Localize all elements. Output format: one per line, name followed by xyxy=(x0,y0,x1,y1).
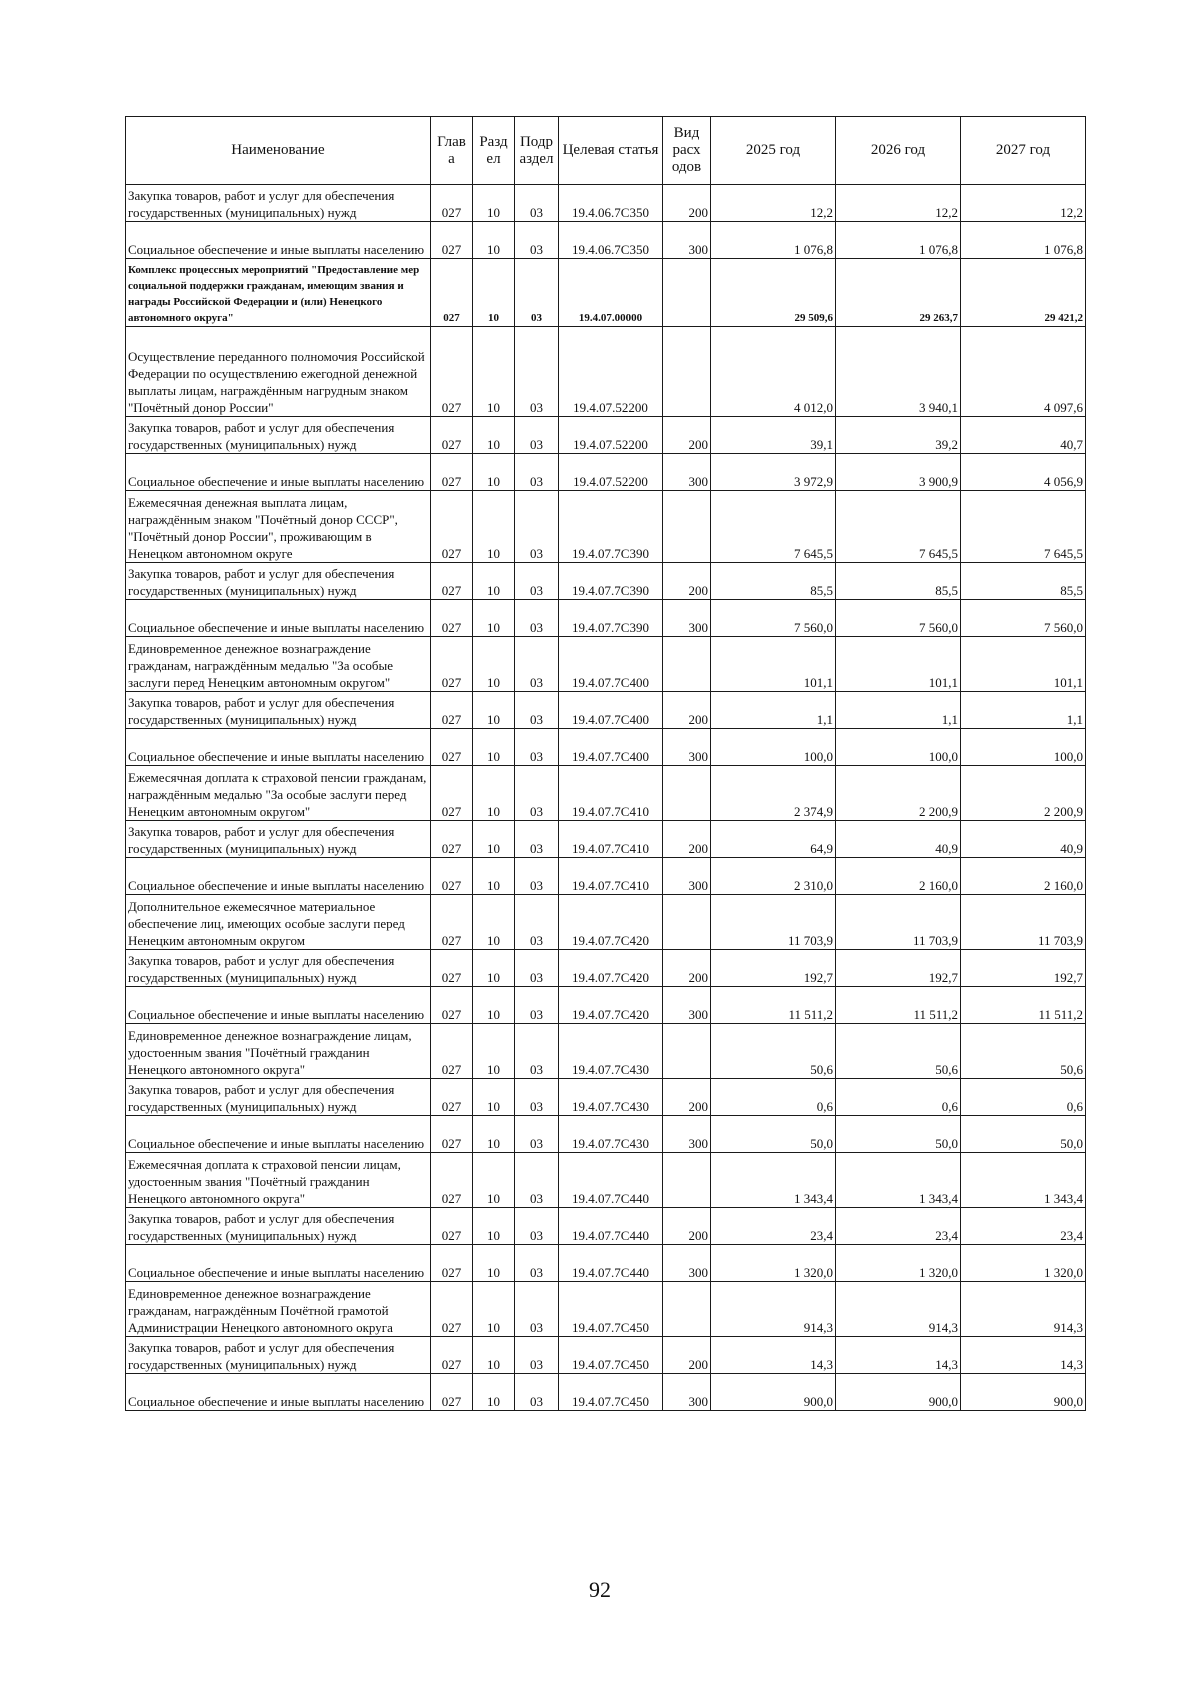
row-target: 19.4.07.7С400 xyxy=(559,729,663,766)
row-2025: 1 320,0 xyxy=(711,1245,836,1282)
row-2025: 914,3 xyxy=(711,1282,836,1337)
row-2025: 100,0 xyxy=(711,729,836,766)
row-2025: 23,4 xyxy=(711,1208,836,1245)
row-subsection: 03 xyxy=(515,1245,559,1282)
row-expense-type: 300 xyxy=(663,1116,711,1153)
table-row xyxy=(126,185,1086,222)
row-target: 19.4.07.7С440 xyxy=(559,1208,663,1245)
header-2025: 2025 год xyxy=(711,117,836,185)
row-2027: 50,0 xyxy=(961,1116,1086,1153)
row-chapter: 027 xyxy=(431,454,473,491)
row-subsection: 03 xyxy=(515,858,559,895)
row-2027: 23,4 xyxy=(961,1208,1086,1245)
row-chapter: 027 xyxy=(431,1374,473,1411)
row-name: Ежемесячная денежная выплата лицам, награждённым знаком "Почётный донор СССР", "Почётный донор России", проживающим в Ненецком автономном округе xyxy=(126,491,431,563)
row-2026: 2 160,0 xyxy=(836,858,961,895)
row-target: 19.4.07.00000 xyxy=(559,259,663,327)
row-2026: 100,0 xyxy=(836,729,961,766)
row-expense-type: 200 xyxy=(663,185,711,222)
row-chapter: 027 xyxy=(431,1245,473,1282)
row-name: Ежемесячная доплата к страховой пенсии гражданам, награждённым медалью "За особые заслуги перед Ненецким автономным округом" xyxy=(126,766,431,821)
row-subsection: 03 xyxy=(515,950,559,987)
row-chapter: 027 xyxy=(431,563,473,600)
row-name: Дополнительное ежемесячное материальное обеспечение лиц, имеющих особые заслуги перед Ненецким автономным округом xyxy=(126,895,431,950)
row-2027: 1,1 xyxy=(961,692,1086,729)
row-target: 19.4.07.7С430 xyxy=(559,1024,663,1079)
header-2026: 2026 год xyxy=(836,117,961,185)
row-subsection: 03 xyxy=(515,821,559,858)
row-section: 10 xyxy=(473,1337,515,1374)
row-2026: 900,0 xyxy=(836,1374,961,1411)
row-target: 19.4.07.7С440 xyxy=(559,1245,663,1282)
row-chapter: 027 xyxy=(431,185,473,222)
row-chapter: 027 xyxy=(431,729,473,766)
row-expense-type: 200 xyxy=(663,1079,711,1116)
row-section: 10 xyxy=(473,821,515,858)
row-section: 10 xyxy=(473,766,515,821)
row-target: 19.4.07.7С450 xyxy=(559,1374,663,1411)
row-2027: 29 421,2 xyxy=(961,259,1086,327)
row-target: 19.4.07.7С420 xyxy=(559,950,663,987)
table-row xyxy=(126,1024,1086,1079)
row-2026: 101,1 xyxy=(836,637,961,692)
row-target: 19.4.07.7С450 xyxy=(559,1337,663,1374)
row-2025: 4 012,0 xyxy=(711,327,836,417)
row-expense-type: 300 xyxy=(663,858,711,895)
header-section: Разд ел xyxy=(473,117,515,185)
table-row xyxy=(126,491,1086,563)
row-target: 19.4.07.52200 xyxy=(559,327,663,417)
row-2027: 100,0 xyxy=(961,729,1086,766)
row-expense-type: 300 xyxy=(663,987,711,1024)
row-name: Закупка товаров, работ и услуг для обеспечения государственных (муниципальных) нужд xyxy=(126,950,431,987)
row-target: 19.4.07.7С440 xyxy=(559,1153,663,1208)
row-section: 10 xyxy=(473,563,515,600)
row-2026: 40,9 xyxy=(836,821,961,858)
row-section: 10 xyxy=(473,1153,515,1208)
row-section: 10 xyxy=(473,692,515,729)
row-name: Социальное обеспечение и иные выплаты населению xyxy=(126,1374,431,1411)
table-row xyxy=(126,1208,1086,1245)
row-2026: 7 560,0 xyxy=(836,600,961,637)
row-subsection: 03 xyxy=(515,1282,559,1337)
row-expense-type: 200 xyxy=(663,1208,711,1245)
row-2025: 39,1 xyxy=(711,417,836,454)
row-expense-type: 200 xyxy=(663,692,711,729)
row-chapter: 027 xyxy=(431,821,473,858)
table-row xyxy=(126,600,1086,637)
row-2026: 914,3 xyxy=(836,1282,961,1337)
row-2027: 11 511,2 xyxy=(961,987,1086,1024)
row-expense-type xyxy=(663,1153,711,1208)
row-chapter: 027 xyxy=(431,1337,473,1374)
row-2026: 3 940,1 xyxy=(836,327,961,417)
row-target: 19.4.07.7С390 xyxy=(559,491,663,563)
row-target: 19.4.06.7С350 xyxy=(559,185,663,222)
row-target: 19.4.07.7С390 xyxy=(559,563,663,600)
row-2026: 1 320,0 xyxy=(836,1245,961,1282)
row-name: Закупка товаров, работ и услуг для обеспечения государственных (муниципальных) нужд xyxy=(126,417,431,454)
row-subsection: 03 xyxy=(515,692,559,729)
row-expense-type xyxy=(663,895,711,950)
row-2027: 192,7 xyxy=(961,950,1086,987)
row-2027: 12,2 xyxy=(961,185,1086,222)
row-name: Закупка товаров, работ и услуг для обеспечения государственных (муниципальных) нужд xyxy=(126,563,431,600)
row-2027: 40,9 xyxy=(961,821,1086,858)
row-target: 19.4.07.52200 xyxy=(559,454,663,491)
row-name: Закупка товаров, работ и услуг для обеспечения государственных (муниципальных) нужд xyxy=(126,821,431,858)
header-expense-type: Вид расх одов xyxy=(663,117,711,185)
row-section: 10 xyxy=(473,1282,515,1337)
row-subsection: 03 xyxy=(515,1024,559,1079)
row-target: 19.4.07.7С420 xyxy=(559,987,663,1024)
row-2026: 3 900,9 xyxy=(836,454,961,491)
row-target: 19.4.07.7С420 xyxy=(559,895,663,950)
row-target: 19.4.07.7С410 xyxy=(559,821,663,858)
row-expense-type xyxy=(663,1024,711,1079)
row-chapter: 027 xyxy=(431,1116,473,1153)
row-name: Социальное обеспечение и иные выплаты населению xyxy=(126,1245,431,1282)
row-2027: 0,6 xyxy=(961,1079,1086,1116)
row-2025: 50,0 xyxy=(711,1116,836,1153)
row-name: Закупка товаров, работ и услуг для обеспечения государственных (муниципальных) нужд xyxy=(126,1079,431,1116)
row-subsection: 03 xyxy=(515,1208,559,1245)
row-name: Ежемесячная доплата к страховой пенсии лицам, удостоенным звания "Почётный гражданин Ненецкого автономного округа" xyxy=(126,1153,431,1208)
row-expense-type: 200 xyxy=(663,821,711,858)
row-2025: 50,6 xyxy=(711,1024,836,1079)
row-subsection: 03 xyxy=(515,222,559,259)
table-row xyxy=(126,259,1086,327)
row-name: Социальное обеспечение и иные выплаты населению xyxy=(126,222,431,259)
row-chapter: 027 xyxy=(431,327,473,417)
row-chapter: 027 xyxy=(431,1153,473,1208)
row-subsection: 03 xyxy=(515,895,559,950)
row-section: 10 xyxy=(473,895,515,950)
table-row xyxy=(126,1153,1086,1208)
table-row xyxy=(126,1116,1086,1153)
row-2026: 29 263,7 xyxy=(836,259,961,327)
row-chapter: 027 xyxy=(431,417,473,454)
budget-table xyxy=(125,116,1086,1411)
table-row xyxy=(126,692,1086,729)
row-2025: 14,3 xyxy=(711,1337,836,1374)
row-subsection: 03 xyxy=(515,987,559,1024)
row-subsection: 03 xyxy=(515,185,559,222)
row-expense-type xyxy=(663,766,711,821)
row-2026: 7 645,5 xyxy=(836,491,961,563)
row-chapter: 027 xyxy=(431,1079,473,1116)
row-2026: 1,1 xyxy=(836,692,961,729)
row-2025: 11 511,2 xyxy=(711,987,836,1024)
row-subsection: 03 xyxy=(515,600,559,637)
row-2025: 3 972,9 xyxy=(711,454,836,491)
row-expense-type xyxy=(663,491,711,563)
row-chapter: 027 xyxy=(431,1208,473,1245)
row-subsection: 03 xyxy=(515,1079,559,1116)
table-row xyxy=(126,637,1086,692)
row-2025: 64,9 xyxy=(711,821,836,858)
row-section: 10 xyxy=(473,1374,515,1411)
row-subsection: 03 xyxy=(515,1116,559,1153)
header-2027: 2027 год xyxy=(961,117,1086,185)
row-chapter: 027 xyxy=(431,637,473,692)
row-2027: 4 097,6 xyxy=(961,327,1086,417)
row-2025: 0,6 xyxy=(711,1079,836,1116)
row-expense-type: 200 xyxy=(663,563,711,600)
row-expense-type xyxy=(663,1282,711,1337)
row-2025: 11 703,9 xyxy=(711,895,836,950)
row-2025: 1 076,8 xyxy=(711,222,836,259)
table-row xyxy=(126,1282,1086,1337)
row-chapter: 027 xyxy=(431,766,473,821)
row-name: Закупка товаров, работ и услуг для обеспечения государственных (муниципальных) нужд xyxy=(126,1337,431,1374)
table-row xyxy=(126,222,1086,259)
row-chapter: 027 xyxy=(431,1024,473,1079)
table-row xyxy=(126,563,1086,600)
row-2026: 11 703,9 xyxy=(836,895,961,950)
row-2026: 0,6 xyxy=(836,1079,961,1116)
row-2026: 1 343,4 xyxy=(836,1153,961,1208)
table-row xyxy=(126,950,1086,987)
row-2027: 1 320,0 xyxy=(961,1245,1086,1282)
row-section: 10 xyxy=(473,637,515,692)
row-subsection: 03 xyxy=(515,454,559,491)
table-row xyxy=(126,1079,1086,1116)
table-row xyxy=(126,454,1086,491)
row-name: Социальное обеспечение и иные выплаты населению xyxy=(126,858,431,895)
row-2026: 12,2 xyxy=(836,185,961,222)
row-subsection: 03 xyxy=(515,1153,559,1208)
row-2027: 7 560,0 xyxy=(961,600,1086,637)
row-2026: 2 200,9 xyxy=(836,766,961,821)
row-2025: 7 645,5 xyxy=(711,491,836,563)
row-2027: 7 645,5 xyxy=(961,491,1086,563)
row-section: 10 xyxy=(473,491,515,563)
row-2026: 39,2 xyxy=(836,417,961,454)
row-section: 10 xyxy=(473,1079,515,1116)
row-2027: 2 160,0 xyxy=(961,858,1086,895)
row-target: 19.4.07.7С430 xyxy=(559,1079,663,1116)
row-name: Единовременное денежное вознаграждение гражданам, награждённым медалью "За особые заслуги перед Ненецким автономным округом" xyxy=(126,637,431,692)
row-subsection: 03 xyxy=(515,729,559,766)
row-2027: 101,1 xyxy=(961,637,1086,692)
row-name: Социальное обеспечение и иные выплаты населению xyxy=(126,454,431,491)
row-expense-type: 200 xyxy=(663,950,711,987)
row-name: Социальное обеспечение и иные выплаты населению xyxy=(126,1116,431,1153)
row-name: Социальное обеспечение и иные выплаты населению xyxy=(126,987,431,1024)
row-section: 10 xyxy=(473,1116,515,1153)
row-2026: 50,0 xyxy=(836,1116,961,1153)
table-row xyxy=(126,858,1086,895)
row-section: 10 xyxy=(473,858,515,895)
row-2025: 7 560,0 xyxy=(711,600,836,637)
header-chapter: Глав а xyxy=(431,117,473,185)
row-expense-type xyxy=(663,259,711,327)
budget-sheet xyxy=(125,116,1085,1411)
row-name: Комплекс процессных мероприятий "Предоставление мер социальной поддержки гражданам, имеющим звания и награды Российской Федерации и (или) Ненецкого автономного округа" xyxy=(126,259,431,327)
row-2025: 1 343,4 xyxy=(711,1153,836,1208)
row-name: Закупка товаров, работ и услуг для обеспечения государственных (муниципальных) нужд xyxy=(126,692,431,729)
row-2026: 85,5 xyxy=(836,563,961,600)
row-name: Единовременное денежное вознаграждение лицам, удостоенным звания "Почётный гражданин Ненецкого автономного округа" xyxy=(126,1024,431,1079)
row-2027: 11 703,9 xyxy=(961,895,1086,950)
row-subsection: 03 xyxy=(515,327,559,417)
row-2027: 40,7 xyxy=(961,417,1086,454)
row-2027: 14,3 xyxy=(961,1337,1086,1374)
row-2025: 2 374,9 xyxy=(711,766,836,821)
header-row xyxy=(126,117,1086,185)
row-name: Закупка товаров, работ и услуг для обеспечения государственных (муниципальных) нужд xyxy=(126,1208,431,1245)
row-section: 10 xyxy=(473,987,515,1024)
row-target: 19.4.07.7С400 xyxy=(559,637,663,692)
row-section: 10 xyxy=(473,259,515,327)
row-section: 10 xyxy=(473,222,515,259)
row-2026: 50,6 xyxy=(836,1024,961,1079)
table-row xyxy=(126,327,1086,417)
table-row xyxy=(126,987,1086,1024)
row-section: 10 xyxy=(473,454,515,491)
row-2027: 914,3 xyxy=(961,1282,1086,1337)
row-2025: 900,0 xyxy=(711,1374,836,1411)
row-chapter: 027 xyxy=(431,987,473,1024)
row-expense-type: 300 xyxy=(663,729,711,766)
row-subsection: 03 xyxy=(515,563,559,600)
row-subsection: 03 xyxy=(515,1337,559,1374)
table-row xyxy=(126,1374,1086,1411)
table-row xyxy=(126,1245,1086,1282)
row-2026: 11 511,2 xyxy=(836,987,961,1024)
row-chapter: 027 xyxy=(431,692,473,729)
row-chapter: 027 xyxy=(431,858,473,895)
page-number: 92 xyxy=(589,1577,611,1602)
row-expense-type: 300 xyxy=(663,1374,711,1411)
budget-table-body xyxy=(126,185,1086,1411)
row-expense-type xyxy=(663,327,711,417)
header-target: Целевая статья xyxy=(559,117,663,185)
row-target: 19.4.07.52200 xyxy=(559,417,663,454)
row-name: Единовременное денежное вознаграждение гражданам, награждённым Почётной грамотой Администрации Ненецкого автономного округа xyxy=(126,1282,431,1337)
row-2027: 900,0 xyxy=(961,1374,1086,1411)
row-chapter: 027 xyxy=(431,491,473,563)
row-subsection: 03 xyxy=(515,491,559,563)
row-2027: 50,6 xyxy=(961,1024,1086,1079)
row-name: Социальное обеспечение и иные выплаты населению xyxy=(126,600,431,637)
row-expense-type xyxy=(663,637,711,692)
row-section: 10 xyxy=(473,1024,515,1079)
row-section: 10 xyxy=(473,185,515,222)
row-expense-type: 200 xyxy=(663,417,711,454)
row-2027: 85,5 xyxy=(961,563,1086,600)
row-section: 10 xyxy=(473,1208,515,1245)
row-target: 19.4.07.7С410 xyxy=(559,858,663,895)
row-target: 19.4.07.7С400 xyxy=(559,692,663,729)
row-2027: 4 056,9 xyxy=(961,454,1086,491)
row-2025: 12,2 xyxy=(711,185,836,222)
table-row xyxy=(126,1337,1086,1374)
table-row xyxy=(126,417,1086,454)
row-section: 10 xyxy=(473,600,515,637)
row-2026: 1 076,8 xyxy=(836,222,961,259)
row-chapter: 027 xyxy=(431,950,473,987)
row-subsection: 03 xyxy=(515,259,559,327)
row-subsection: 03 xyxy=(515,417,559,454)
row-chapter: 027 xyxy=(431,600,473,637)
header-subsection: Подр аздел xyxy=(515,117,559,185)
row-subsection: 03 xyxy=(515,637,559,692)
row-section: 10 xyxy=(473,950,515,987)
row-2025: 101,1 xyxy=(711,637,836,692)
row-chapter: 027 xyxy=(431,1282,473,1337)
row-expense-type: 300 xyxy=(663,600,711,637)
row-subsection: 03 xyxy=(515,766,559,821)
row-2025: 29 509,6 xyxy=(711,259,836,327)
row-target: 19.4.07.7С410 xyxy=(559,766,663,821)
row-name: Осуществление переданного полномочия Российской Федерации по осуществлению ежегодной денежной выплаты лицам, награждённым нагрудным знаком "Почётный донор России" xyxy=(126,327,431,417)
row-expense-type: 300 xyxy=(663,454,711,491)
row-section: 10 xyxy=(473,327,515,417)
row-target: 19.4.07.7С390 xyxy=(559,600,663,637)
row-2027: 1 076,8 xyxy=(961,222,1086,259)
row-name: Социальное обеспечение и иные выплаты населению xyxy=(126,729,431,766)
row-chapter: 027 xyxy=(431,222,473,259)
row-chapter: 027 xyxy=(431,259,473,327)
header-name: Наименование xyxy=(126,117,431,185)
row-expense-type: 200 xyxy=(663,1337,711,1374)
row-2026: 23,4 xyxy=(836,1208,961,1245)
row-expense-type: 300 xyxy=(663,1245,711,1282)
row-section: 10 xyxy=(473,1245,515,1282)
table-row xyxy=(126,895,1086,950)
table-row xyxy=(126,821,1086,858)
table-row xyxy=(126,729,1086,766)
row-target: 19.4.07.7С430 xyxy=(559,1116,663,1153)
row-name: Закупка товаров, работ и услуг для обеспечения государственных (муниципальных) нужд xyxy=(126,185,431,222)
row-2025: 1,1 xyxy=(711,692,836,729)
row-section: 10 xyxy=(473,417,515,454)
row-2025: 85,5 xyxy=(711,563,836,600)
row-chapter: 027 xyxy=(431,895,473,950)
row-subsection: 03 xyxy=(515,1374,559,1411)
row-2025: 192,7 xyxy=(711,950,836,987)
row-expense-type: 300 xyxy=(663,222,711,259)
row-section: 10 xyxy=(473,729,515,766)
row-2027: 2 200,9 xyxy=(961,766,1086,821)
table-row xyxy=(126,766,1086,821)
row-2027: 1 343,4 xyxy=(961,1153,1086,1208)
row-2026: 192,7 xyxy=(836,950,961,987)
row-2025: 2 310,0 xyxy=(711,858,836,895)
row-target: 19.4.06.7С350 xyxy=(559,222,663,259)
row-target: 19.4.07.7С450 xyxy=(559,1282,663,1337)
row-2026: 14,3 xyxy=(836,1337,961,1374)
